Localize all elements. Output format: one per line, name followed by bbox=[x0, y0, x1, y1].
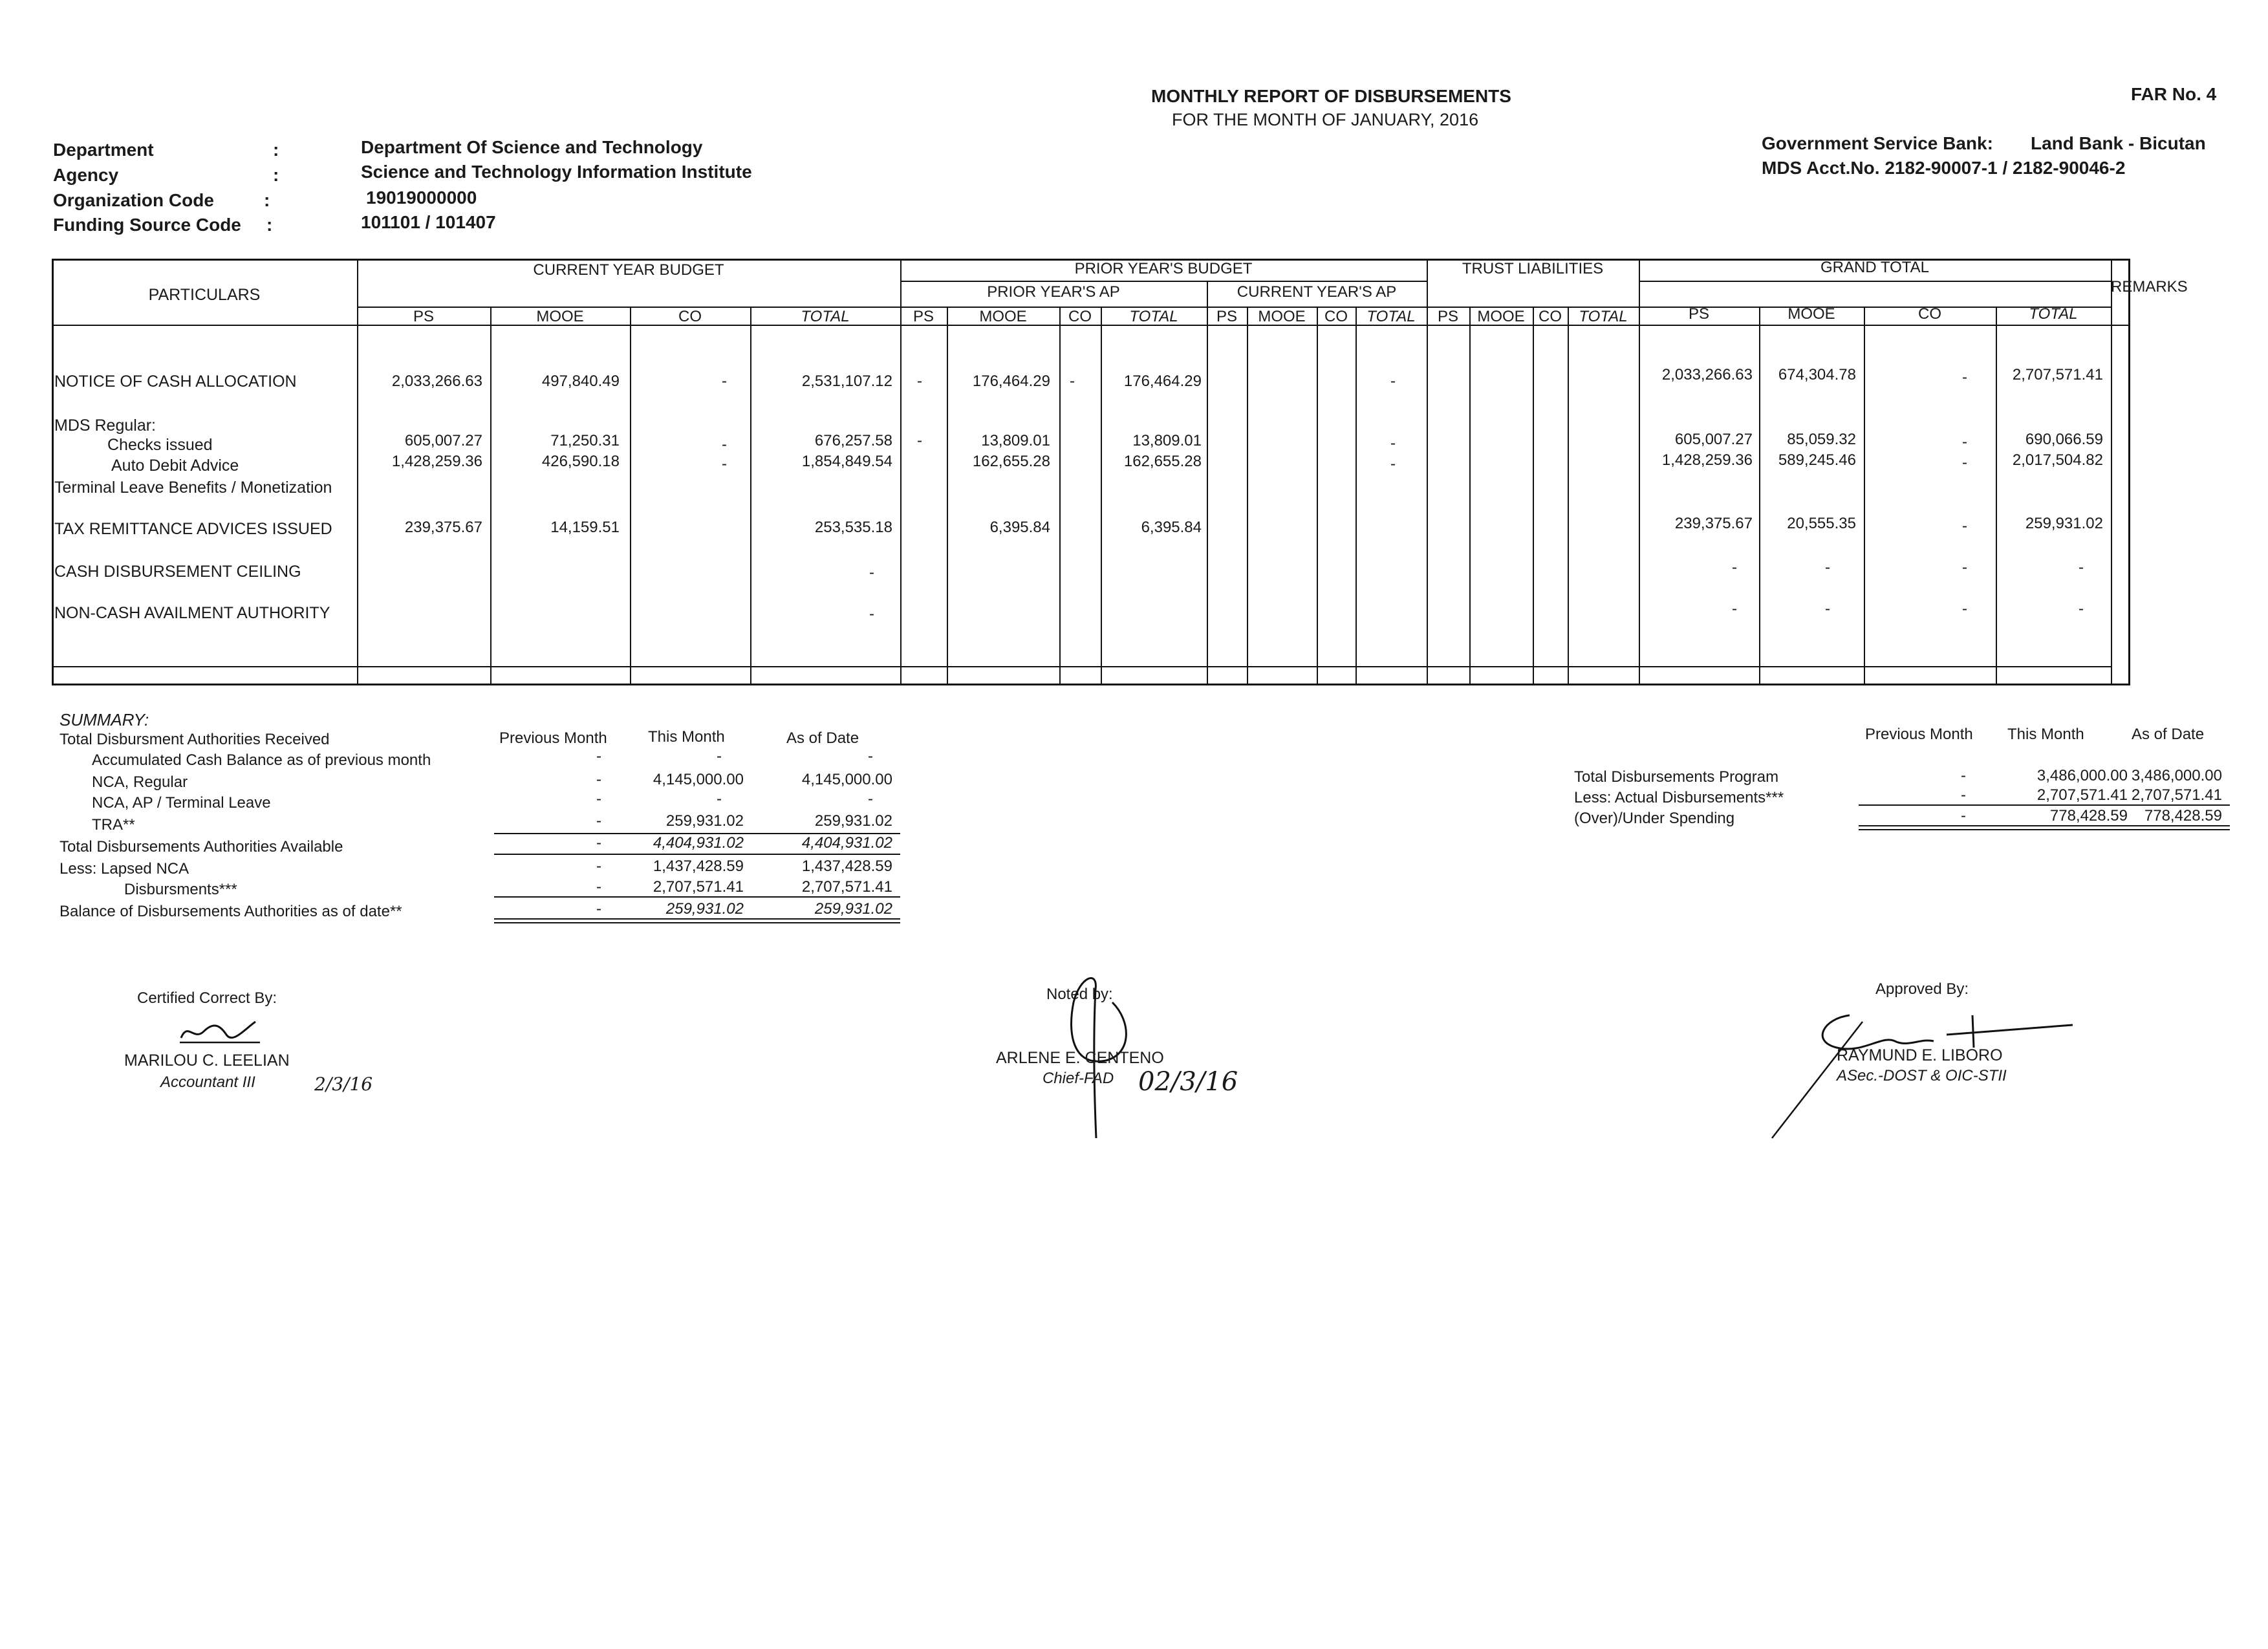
approved-title: ASec.-DOST & OIC-STII bbox=[1837, 1067, 2007, 1084]
cell: - bbox=[2079, 559, 2084, 576]
header-current-years-ap: CURRENT YEAR'S AP bbox=[1237, 283, 1397, 301]
program-value: 3,486,000.00 bbox=[2131, 767, 2222, 784]
cell: - bbox=[869, 605, 874, 623]
grid-line bbox=[1469, 307, 1471, 685]
noted-title: Chief-FAD bbox=[1042, 1070, 1114, 1087]
cell: - bbox=[1070, 372, 1075, 390]
summary-rule bbox=[494, 922, 900, 923]
summary-value: - bbox=[596, 812, 601, 830]
cell: - bbox=[1962, 454, 1967, 471]
row-label-ncaa: NON-CASH AVAILMENT AUTHORITY bbox=[54, 604, 330, 622]
grid-line bbox=[2111, 259, 2112, 685]
header-trust-liabilities: TRUST LIABILITIES bbox=[1462, 260, 1604, 277]
summary-rule bbox=[494, 918, 900, 920]
cell: - bbox=[917, 372, 922, 390]
cell: - bbox=[1825, 600, 1830, 618]
grid-line bbox=[900, 281, 1427, 282]
subheader-mooe: MOOE bbox=[536, 308, 584, 325]
summary-col-asof: As of Date bbox=[786, 729, 859, 747]
cell: 2,531,107.12 bbox=[801, 372, 892, 390]
program-rule bbox=[1859, 829, 2230, 830]
grid-line bbox=[1864, 307, 1865, 685]
grid-line bbox=[1996, 307, 1997, 685]
cell: 1,428,259.36 bbox=[391, 453, 482, 470]
bank-label: Government Service Bank: bbox=[1762, 133, 1993, 153]
mds-account: MDS Acct.No. 2182-90007-1 / 2182-90046-2 bbox=[1762, 158, 2126, 178]
cell: 605,007.27 bbox=[1674, 431, 1753, 448]
cell: 497,840.49 bbox=[541, 372, 620, 390]
grid-line bbox=[630, 307, 631, 685]
cell: - bbox=[1390, 455, 1396, 473]
agency-value: Science and Technology Information Institute bbox=[361, 162, 752, 182]
cell: - bbox=[1732, 600, 1737, 618]
cell: 1,854,849.54 bbox=[801, 453, 892, 470]
summary-line-label: NCA, Regular bbox=[92, 773, 188, 791]
grid-line bbox=[52, 666, 2111, 667]
report-subtitle: FOR THE MONTH OF JANUARY, 2016 bbox=[1172, 110, 1479, 129]
subheader-total: TOTAL bbox=[1366, 308, 1416, 325]
subheader-co: CO bbox=[1539, 308, 1562, 325]
program-rule bbox=[1859, 804, 2230, 806]
cell: 690,066.59 bbox=[2025, 431, 2103, 448]
summary-value: - bbox=[596, 834, 601, 852]
subheader-total: TOTAL bbox=[801, 308, 850, 325]
cell: 1,428,259.36 bbox=[1661, 451, 1753, 469]
header-grand-total: GRAND TOTAL bbox=[1820, 259, 1930, 276]
colon: : bbox=[264, 190, 270, 210]
funding-value: 101101 / 101407 bbox=[361, 212, 496, 232]
summary-value: 2,707,571.41 bbox=[653, 878, 744, 896]
department-value: Department Of Science and Technology bbox=[361, 137, 703, 157]
row-label-cdc: CASH DISBURSEMENT CEILING bbox=[54, 563, 301, 581]
subheader-co: CO bbox=[678, 308, 702, 325]
approved-name: RAYMUND E. LIBORO bbox=[1837, 1046, 2003, 1064]
summary-value: - bbox=[717, 790, 722, 808]
subheader-total: TOTAL bbox=[1129, 308, 1178, 325]
grid-line bbox=[1059, 307, 1061, 685]
grid-line bbox=[1101, 307, 1102, 685]
grid-line bbox=[1639, 281, 2111, 282]
cell: 2,017,504.82 bbox=[2012, 451, 2103, 469]
cell: - bbox=[1732, 559, 1737, 576]
summary-value: - bbox=[596, 790, 601, 808]
summary-line-label: Less: Lapsed NCA bbox=[59, 860, 189, 878]
subheader-ps: PS bbox=[1216, 308, 1237, 325]
program-value: 2,707,571.41 bbox=[2131, 786, 2222, 804]
subheader-ps: PS bbox=[913, 308, 934, 325]
summary-line-label: Total Disbursment Authorities Received bbox=[59, 731, 330, 748]
program-col-prev: Previous Month bbox=[1865, 726, 1973, 743]
cell: 85,059.32 bbox=[1787, 431, 1856, 448]
grid-line bbox=[1759, 307, 1760, 685]
program-line-label: Total Disbursements Program bbox=[1574, 768, 1779, 786]
certified-name: MARILOU C. LEELIAN bbox=[124, 1051, 290, 1070]
cell: 259,931.02 bbox=[2025, 515, 2103, 532]
far-number: FAR No. 4 bbox=[2131, 84, 2217, 104]
cell: - bbox=[1962, 369, 1967, 386]
cell: - bbox=[722, 455, 727, 473]
org-code-value: 19019000000 bbox=[366, 188, 477, 208]
cell: 6,395.84 bbox=[1141, 519, 1202, 536]
program-value: 778,428.59 bbox=[2049, 807, 2128, 824]
summary-rule bbox=[494, 896, 900, 898]
grid-line bbox=[1533, 307, 1534, 685]
summary-value: 259,931.02 bbox=[814, 812, 892, 830]
cell: - bbox=[869, 564, 874, 581]
cell: 2,033,266.63 bbox=[1661, 366, 1753, 383]
summary-col-this: This Month bbox=[648, 728, 725, 746]
summary-line-label: Accumulated Cash Balance as of previous month bbox=[92, 751, 431, 769]
subheader-mooe: MOOE bbox=[1477, 308, 1525, 325]
cell: - bbox=[917, 432, 922, 449]
colon: : bbox=[266, 215, 273, 235]
subheader-co: CO bbox=[1324, 308, 1348, 325]
department-label: Department bbox=[53, 140, 154, 160]
summary-value: 4,404,931.02 bbox=[801, 834, 892, 852]
summary-value: 2,707,571.41 bbox=[801, 878, 892, 896]
summary-line-label: TRA** bbox=[92, 816, 135, 834]
cell: - bbox=[722, 372, 727, 390]
program-value: 3,486,000.00 bbox=[2036, 767, 2128, 784]
program-line-label: Less: Actual Disbursements*** bbox=[1574, 789, 1784, 806]
cell: - bbox=[1962, 517, 1967, 535]
summary-value: 4,404,931.02 bbox=[653, 834, 744, 852]
subheader-mooe: MOOE bbox=[979, 308, 1027, 325]
org-code-label: Organization Code bbox=[53, 190, 214, 210]
cell: 253,535.18 bbox=[814, 519, 892, 536]
summary-value: - bbox=[596, 857, 601, 875]
cell: - bbox=[1390, 372, 1396, 390]
program-col-this: This Month bbox=[2007, 726, 2084, 743]
program-value: - bbox=[1961, 767, 1966, 784]
cell: 162,655.28 bbox=[1123, 453, 1202, 470]
cell: 14,159.51 bbox=[550, 519, 620, 536]
summary-line-label: Disbursments*** bbox=[124, 881, 237, 898]
subheader-co: CO bbox=[1918, 305, 1941, 323]
grid-line bbox=[490, 307, 491, 685]
summary-rule bbox=[494, 854, 900, 855]
approved-label: Approved By: bbox=[1875, 980, 1969, 998]
header-current-year-budget: CURRENT YEAR BUDGET bbox=[533, 261, 724, 279]
subheader-co: CO bbox=[1068, 308, 1092, 325]
report-title: MONTHLY REPORT OF DISBURSEMENTS bbox=[1151, 86, 1511, 106]
noted-date: 02/3/16 bbox=[1138, 1067, 1238, 1097]
header-prior-years-ap: PRIOR YEAR'S AP bbox=[987, 283, 1120, 301]
summary-value: - bbox=[596, 878, 601, 896]
row-label-mds: MDS Regular: bbox=[54, 416, 156, 435]
cell: 2,707,571.41 bbox=[2012, 366, 2103, 383]
subheader-ps: PS bbox=[1437, 308, 1458, 325]
header-remarks: REMARKS bbox=[2111, 278, 2188, 296]
grid-line bbox=[1317, 307, 1318, 685]
row-label-tra: TAX REMITTANCE ADVICES ISSUED bbox=[54, 520, 332, 538]
grid-line bbox=[1207, 281, 1208, 685]
subheader-ps: PS bbox=[1688, 305, 1709, 323]
certified-title: Accountant III bbox=[160, 1073, 255, 1091]
header-particulars: PARTICULARS bbox=[148, 286, 261, 304]
colon: : bbox=[273, 165, 279, 185]
grid-line bbox=[947, 307, 948, 685]
cell: 176,464.29 bbox=[1123, 372, 1202, 390]
cell: 605,007.27 bbox=[404, 432, 482, 449]
grid-line bbox=[1568, 307, 1569, 685]
program-line-label: (Over)/Under Spending bbox=[1574, 810, 1735, 827]
subheader-ps: PS bbox=[413, 308, 434, 325]
summary-value: 259,931.02 bbox=[665, 900, 744, 918]
header-prior-years-budget: PRIOR YEAR'S BUDGET bbox=[1074, 260, 1253, 277]
cell: 20,555.35 bbox=[1787, 515, 1856, 532]
program-value: 778,428.59 bbox=[2144, 807, 2222, 824]
program-col-asof: As of Date bbox=[2132, 726, 2205, 743]
cell: 13,809.01 bbox=[1132, 432, 1202, 449]
program-value: - bbox=[1961, 807, 1966, 824]
cell: - bbox=[1962, 433, 1967, 451]
program-value: - bbox=[1961, 786, 1966, 804]
subheader-mooe: MOOE bbox=[1258, 308, 1306, 325]
noted-name: ARLENE E. CENTENO bbox=[996, 1049, 1164, 1067]
row-label-terminal-leave: Terminal Leave Benefits / Monetization bbox=[54, 479, 332, 497]
summary-title: SUMMARY: bbox=[59, 710, 149, 729]
summary-value: - bbox=[717, 748, 722, 765]
cell: 676,257.58 bbox=[814, 432, 892, 449]
cell: 239,375.67 bbox=[1674, 515, 1753, 532]
program-rule bbox=[1859, 825, 2230, 826]
cell: - bbox=[1825, 559, 1830, 576]
summary-line-label: NCA, AP / Terminal Leave bbox=[92, 794, 271, 812]
grid-line bbox=[750, 307, 751, 685]
subheader-total: TOTAL bbox=[2029, 305, 2078, 323]
signature-scribble bbox=[175, 1015, 265, 1048]
cell: 2,033,266.63 bbox=[391, 372, 482, 390]
subheader-total: TOTAL bbox=[1579, 308, 1628, 325]
summary-value: - bbox=[596, 771, 601, 788]
summary-value: 259,931.02 bbox=[665, 812, 744, 830]
subheader-mooe: MOOE bbox=[1787, 305, 1835, 323]
summary-line-label: Balance of Disbursements Authorities as of date** bbox=[59, 903, 402, 920]
row-label-ada: Auto Debit Advice bbox=[111, 457, 239, 475]
summary-value: 1,437,428.59 bbox=[653, 857, 744, 875]
summary-value: - bbox=[596, 900, 601, 918]
summary-line-label: Total Disbursements Authorities Available bbox=[59, 838, 343, 856]
cell: 426,590.18 bbox=[541, 453, 620, 470]
summary-value: - bbox=[868, 790, 873, 808]
funding-label: Funding Source Code bbox=[53, 215, 241, 235]
cell: 13,809.01 bbox=[981, 432, 1050, 449]
row-label-nca: NOTICE OF CASH ALLOCATION bbox=[54, 372, 297, 391]
cell: - bbox=[1390, 435, 1396, 452]
cell: - bbox=[1962, 559, 1967, 576]
certified-date: 2/3/16 bbox=[314, 1073, 373, 1095]
cell: 589,245.46 bbox=[1778, 451, 1856, 469]
cell: 674,304.78 bbox=[1778, 366, 1856, 383]
summary-value: - bbox=[868, 748, 873, 765]
cell: - bbox=[2079, 600, 2084, 618]
colon: : bbox=[273, 140, 279, 160]
summary-value: 1,437,428.59 bbox=[801, 857, 892, 875]
program-value: 2,707,571.41 bbox=[2036, 786, 2128, 804]
cell: 239,375.67 bbox=[404, 519, 482, 536]
cell: 176,464.29 bbox=[972, 372, 1050, 390]
agency-label: Agency bbox=[53, 165, 119, 185]
grid-line bbox=[1355, 307, 1357, 685]
cell: - bbox=[722, 436, 727, 453]
cell: 71,250.31 bbox=[550, 432, 620, 449]
cell: 6,395.84 bbox=[989, 519, 1050, 536]
grid-line bbox=[1247, 307, 1248, 685]
summary-value: 4,145,000.00 bbox=[653, 771, 744, 788]
certified-label: Certified Correct By: bbox=[137, 989, 277, 1007]
noted-label: Noted by: bbox=[1046, 986, 1113, 1003]
summary-value: 259,931.02 bbox=[814, 900, 892, 918]
bank-value: Land Bank - Bicutan bbox=[2031, 133, 2206, 153]
summary-col-prev: Previous Month bbox=[499, 729, 607, 747]
cell: - bbox=[1962, 600, 1967, 618]
cell: 162,655.28 bbox=[972, 453, 1050, 470]
summary-value: 4,145,000.00 bbox=[801, 771, 892, 788]
row-label-checks: Checks issued bbox=[107, 436, 213, 454]
summary-value: - bbox=[596, 748, 601, 765]
